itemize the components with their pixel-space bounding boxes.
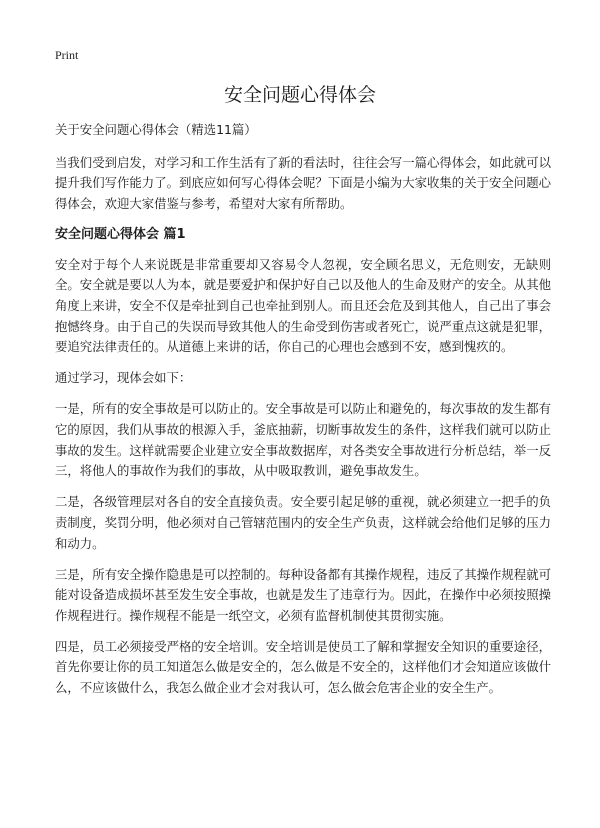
print-label: Print bbox=[55, 48, 79, 62]
article-subtitle: 关于安全问题心得体会（精选11篇） bbox=[55, 122, 257, 137]
intro-paragraph: 当我们受到启发，对学习和工作生活有了新的看法时，往往会写一篇心得体会，如此就可以提升我们写作能力了。到底应如何写心得体会呢？下面是小编为大家收集的关于安全问题心得体会，欢迎大家借鉴与参考，希望对大家有所帮助。 bbox=[55, 154, 551, 211]
body-paragraph: 安全对于每个人来说既是非常重要却又容易令人忽视，安全顾名思义，无危则安，无缺则全。安全就是要以人为本，就是要爱护和保护好自己以及他人的生命及财产的安全。从其他角度上来讲，安全不仅是牵扯到自己也牵扯到别人。而且还会危及到其他人，自己出了事会抱憾终身。由于自己的失误而导致其他人的生命受到伤害或者死亡，说严重点这就是犯罪，要追究法律责任的。从道德上来讲的话，你自己的心理也会感到不安，感到愧疚的。 bbox=[55, 256, 551, 355]
article-body bbox=[55, 120, 551, 709]
body-paragraph: 通过学习，现体会如下： bbox=[55, 370, 192, 386]
section-heading: 安全问题心得体会 篇1 bbox=[55, 226, 186, 242]
body-paragraph: 四是，员工必须接受严格的安全培训。安全培训是使员工了解和掌握安全知识的重要途径，首先你要让你的员工知道怎么做是安全的，怎么做是不安全的，这样他们才会知道应该做什么，不应该做什么，我怎么做企业才会对我认可，怎么做会危害企业的安全生产。 bbox=[55, 638, 551, 696]
body-paragraph: 二是，各级管理层对各自的安全直接负责。安全要引起足够的重视，就必须建立一把手的负责制度，奖罚分明，他必须对自己管辖范围内的安全生产负责，这样就会给他们足够的压力和动力。 bbox=[55, 494, 551, 551]
page-title: 安全问题心得体会 bbox=[223, 84, 376, 106]
body-paragraph: 三是，所有安全操作隐患是可以控制的。每种设备都有其操作规程，违反了其操作规程就可能对设备造成损坏甚至发生安全事故，也就是发生了违章行为。因此，在操作中必须按照操作规程进行。操作规程不能是一纸空文，必须有监督机制使其贯彻实施。 bbox=[55, 566, 551, 623]
body-paragraph: 一是，所有的安全事故是可以防止的。安全事故是可以防止和避免的，每次事故的发生都有它的原因，我们从事故的根源入手，釜底抽薪，切断事故发生的条件，这样我们就可以防止事故的发生。这样就需要企业建立安全事故数据库，对各类安全事故进行分析总结，举一反三，将他人的事故作为我们的事故，从中吸取教训，避免事故发生。 bbox=[55, 401, 551, 479]
